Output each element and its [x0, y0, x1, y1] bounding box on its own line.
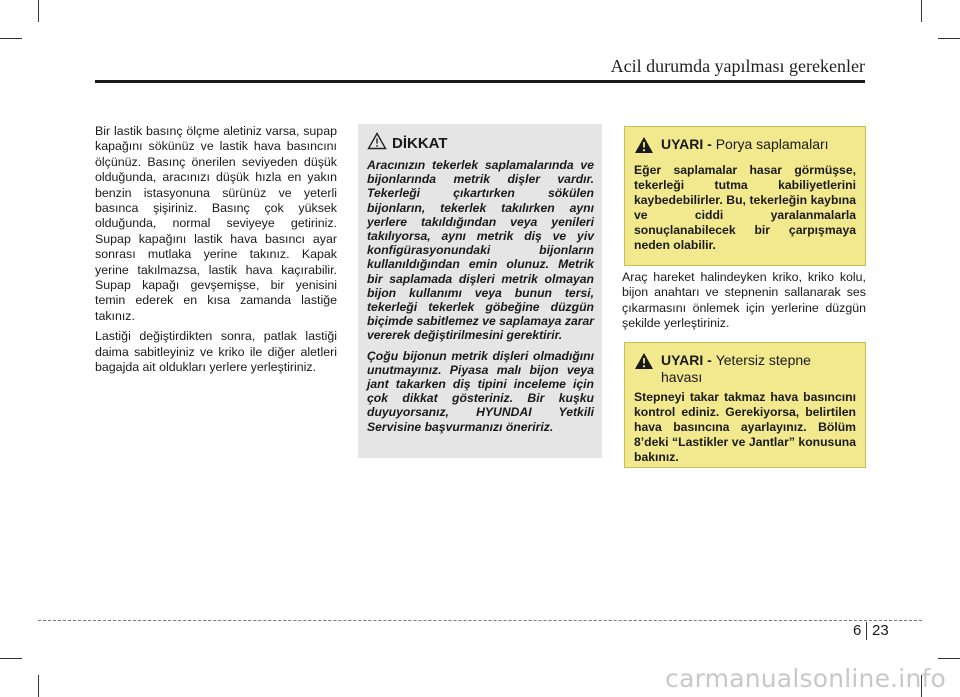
caution-paragraph: Çoğu bijonun metrik dişleri olmadığını unutmayınız. Piyasa malı bijon veya jant takarken diş tipini inceleme için çok dikkat gösteriniz. Bir kuşku duyuyorsanız, HYUNDAI Yetkili Servisine başvurmanızı öneririz.	[367, 348, 594, 434]
crop-mark	[0, 38, 22, 39]
caution-box	[358, 124, 602, 458]
warning-subtitle: Yetersiz stepne havası	[661, 352, 811, 385]
caution-triangle-outline-icon	[367, 132, 387, 155]
caution-title: DİKKAT	[392, 135, 448, 152]
crop-mark	[38, 0, 39, 22]
warning-label: UYARI -	[661, 352, 712, 368]
header-rule	[95, 80, 865, 83]
warning-title	[661, 352, 856, 386]
body-paragraph-right: Araç hareket halindeyken kriko, kriko kolu, bijon anahtarı ve stepnenin sallanarak ses çıkarmasını önlemek için yerlerine düzgün şekilde yerleştiriniz.	[622, 270, 866, 331]
body-column-left	[95, 124, 337, 381]
crop-mark	[938, 38, 960, 39]
warning-box-spare-pressure	[624, 342, 866, 468]
warning-subtitle: Porya saplamaları	[715, 136, 829, 152]
page-number-separator	[866, 622, 867, 640]
body-paragraph: Lastiği değiştirdikten sonra, patlak lastiği daima sabitleyiniz ve kriko ile diğer aletleri bagajda ait oldukları yerlere yerleştiriniz.	[95, 329, 337, 375]
warning-header	[634, 136, 856, 159]
warning-header	[634, 352, 856, 386]
section-number: 6	[853, 622, 862, 639]
page-number: 23	[872, 622, 889, 639]
warning-body: Eğer saplamalar hasar görmüşse, tekerleği tutma kabiliyetlerini kaybedebilirler. Bu, tekerleğin kaybına ve ciddi yaralanmalarla sonuçlanabilecek bir çarpışmaya neden olabilir.	[634, 163, 856, 252]
watermark: carmanualsonline.info	[665, 664, 946, 693]
crop-mark	[938, 658, 960, 659]
warning-body: Stepneyi takar takmaz hava basıncını kontrol ediniz. Gerekiyorsa, belirtilen hava basıncına ayarlayınız. Bölüm 8’deki “Lastikler ve Jantlar” konusuna bakınız.	[634, 390, 856, 464]
caution-paragraph: Aracınızın tekerlek saplamalarında ve bijonlarında metrik dişler vardır. Tekerleği çıkartırken sökülen bijonların, tekerlek takılırken aynı yerlere takıldığından veya yenileri takılıyorsa, aynı metrik diş ve yiv konfigürasyonundaki bijonların kullanıldığından emin olunuz. Metrik bir saplamada dişleri metrik olmayan bijon kullanımı veya bunun tersi, tekerleği tekerlek göbeğine düzgün biçimde sabitlemez ve saplamaya zarar vererek değiştirilmesini gerektirir.	[367, 158, 594, 343]
section-title: Acil durumda yapılması gerekenler	[610, 56, 865, 76]
warning-title	[661, 136, 829, 153]
warning-box-lug-studs	[624, 126, 866, 266]
crop-mark	[0, 658, 22, 659]
crop-mark	[921, 0, 922, 22]
footer-rule	[38, 620, 922, 621]
warning-triangle-filled-icon	[634, 352, 654, 375]
caution-header	[367, 132, 594, 155]
body-paragraph: Bir lastik basınç ölçme aletiniz varsa, supap kapağını sökünüz ve lastik hava basıncını ölçünüz. Basınç önerilen seviyeden düşük olduğunda, aracınızı düşük hızla en yakın benzin istasyonuna sürünüz ve yeterli basınca şişiriniz. Basınç çok yüksek olduğunda, normal seviyeye getiriniz. Supap kapağını lastik hava basıncı ayar sonrası mutlaka yerine takınız. Kapak yerine takılmazsa, lastik hava kaçırabilir. Supap kapağı gevşemişse, bir yenisini temin ederek en kısa zamanda lastiğe takınız.	[95, 124, 337, 323]
warning-label: UYARI -	[661, 136, 712, 152]
crop-mark	[38, 675, 39, 697]
warning-triangle-filled-icon	[634, 136, 654, 159]
